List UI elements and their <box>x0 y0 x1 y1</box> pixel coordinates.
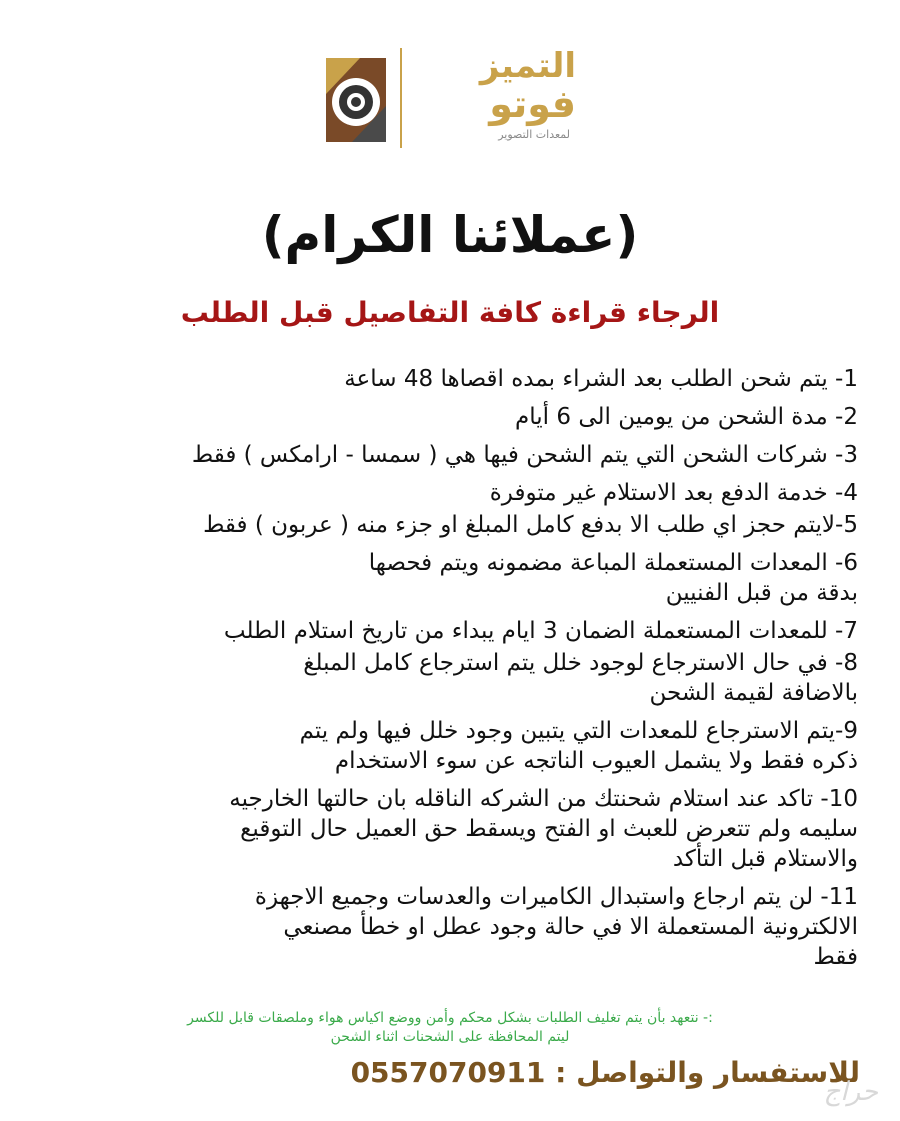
logo-photo-line: فوتو <box>489 82 576 126</box>
page-subheading: الرجاء قراءة كافة التفاصيل قبل الطلب <box>180 296 720 329</box>
term-item-4: 4- خدمة الدفع بعد الاستلام غير متوفرة <box>489 480 858 506</box>
term-item-1: 1- يتم شحن الطلب بعد الشراء بمده اقصاها 48 ساعة <box>344 366 858 392</box>
term-item-6: 6- المعدات المستعملة المباعة مضمونه ويتم فحصها بدقة من قبل الفنيين <box>368 550 858 606</box>
term-item-5: 5-لايتم حجز اي طلب الا بدفع كامل المبلغ او جزء منه ( عربون ) فقط <box>203 512 858 538</box>
brand-logo <box>316 46 586 152</box>
contact-line: للاستفسار والتواصل : 0557070911 <box>350 1056 860 1089</box>
term-item-8: 8- في حال الاسترجاع لوجود خلل يتم استرجاع كامل المبلغ بالاضافة لقيمة الشحن <box>303 650 858 706</box>
page-heading: (عملائنا الكرام) <box>261 206 639 264</box>
term-item-7: 7- للمعدات المستعملة الضمان 3 ايام يبداء من تاريخ استلام الطلب <box>223 618 858 644</box>
term-item-9: 9-يتم الاسترجاع للمعدات التي يتبين وجود خلل فيها ولم يتم ذكره فقط ولا يشمل العيوب الناتجه عن سوء الاستخدام <box>299 718 858 774</box>
watermark: حراج <box>823 1077 878 1107</box>
logo-tagline: لمعدات التصوير <box>498 128 570 141</box>
term-item-10: 10- تاكد عند استلام شحنتك من الشركه الناقله بان حالتها الخارجيه سليمه ولم تتعرض للعبث او الفتح ويسقط حق العميل حال التوقيع والاستلام قبل التأكد <box>229 786 858 872</box>
logo-divider <box>400 48 402 148</box>
packaging-note: :- نتعهد بأن يتم تغليف الطلبات بشكل محكم وأمن ووضع اكياس هواء وملصقات قابل للكسر ليتم المحافظة على الشحنات اثناء الشحن <box>187 1010 713 1045</box>
logo-name-line: التميز <box>479 46 576 86</box>
camera-logo-icon <box>316 50 396 150</box>
term-item-11: 11- لن يتم ارجاع واستبدال الكاميرات والعدسات وجميع الاجهزة الالكترونية المستعملة الا في حالة وجود عطل او خطأ مصنعي فقط <box>254 884 858 970</box>
term-item-2: 2- مدة الشحن من يومين الى 6 أيام <box>515 404 858 430</box>
terms-list <box>18 364 858 980</box>
term-item-3: 3- شركات الشحن التي يتم الشحن فيها هي ( سمسا - ارامكس ) فقط <box>191 442 858 468</box>
